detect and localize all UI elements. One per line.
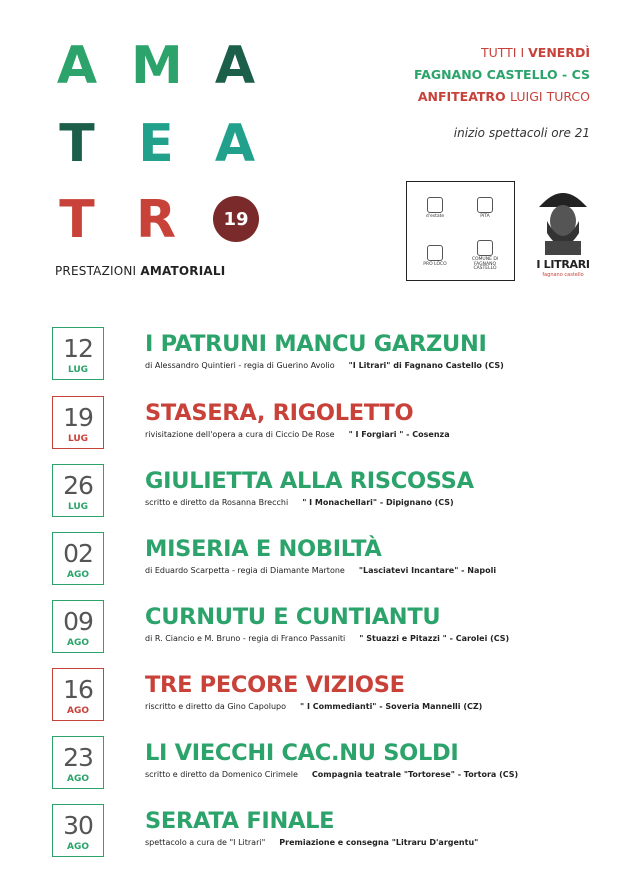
date-day: 12 — [63, 334, 93, 363]
event-row — [52, 804, 602, 860]
sponsor-proloco-logo — [415, 238, 455, 274]
litrari-label: I LITRARI — [536, 258, 590, 271]
event-company: " Stuazzi e Pitazzi " - Carolei (CS) — [359, 634, 510, 643]
event-description — [145, 702, 482, 711]
date-month: AGO — [66, 774, 89, 784]
sponsor-label: PITA — [480, 213, 490, 219]
sponsor-icon — [477, 197, 493, 213]
info-line-2: FAGNANO CASTELLO - CS — [414, 67, 590, 82]
date-month: LUG — [67, 434, 89, 444]
event-credits: di R. Ciancio e M. Bruno - regia di Franco Passaniti — [145, 634, 346, 643]
event-description — [145, 498, 454, 507]
date-month: LUG — [67, 365, 89, 375]
event-credits: rivisitazione dell'opera a cura di Ciccio De Rose — [145, 430, 335, 439]
event-company: " I Commedianti" - Soveria Mannelli (CZ) — [300, 702, 483, 711]
date-month: AGO — [66, 638, 89, 648]
date-box — [52, 804, 104, 857]
logo-letter-a1: A — [56, 36, 98, 96]
date-box — [52, 736, 104, 789]
event-description — [145, 430, 450, 439]
sponsor-label: d'estate — [425, 213, 445, 219]
date-day: 26 — [63, 471, 93, 500]
event-credits: scritto e diretto da Domenico Cirimele — [145, 770, 298, 779]
event-description — [145, 770, 518, 779]
subtitle-prefix: PRESTAZIONI — [55, 264, 141, 278]
sponsor-icon — [427, 245, 443, 261]
info-line1-bold: VENERDÌ — [528, 45, 590, 60]
event-row — [52, 668, 602, 724]
year-badge: 19 — [213, 196, 259, 242]
event-credits: di Eduardo Scarpetta - regia di Diamante Martone — [145, 566, 345, 575]
event-title: GIULIETTA ALLA RISCOSSA — [145, 468, 474, 494]
event-title: LI VIECCHI CAC.NU SOLDI — [145, 740, 459, 766]
date-day: 16 — [63, 675, 93, 704]
event-info — [414, 42, 590, 108]
date-box — [52, 532, 104, 585]
date-month: AGO — [66, 842, 89, 852]
event-row — [52, 327, 602, 383]
event-row — [52, 600, 602, 656]
date-day: 19 — [63, 403, 93, 432]
date-day: 23 — [63, 743, 93, 772]
event-description — [145, 361, 504, 370]
event-description — [145, 634, 509, 643]
event-description — [145, 566, 496, 575]
event-row — [52, 532, 602, 588]
logo-letter-t2: T — [59, 190, 95, 250]
event-company: Compagnia teatrale "Tortorese" - Tortora (CS) — [311, 770, 519, 779]
event-title: MISERIA E NOBILTÀ — [145, 536, 382, 562]
sponsor-label: PRO LOCO — [423, 261, 447, 267]
logo-letter-t1: T — [59, 114, 95, 174]
litrari-subtitle: fagnano castello — [542, 272, 584, 278]
sponsor-comune-logo — [465, 238, 505, 274]
event-credits: di Alessandro Quintieri - regia di Guerino Avolio — [145, 361, 335, 370]
date-day: 09 — [63, 607, 93, 636]
event-title: STASERA, RIGOLETTO — [145, 400, 414, 426]
logo-letter-m: M — [131, 36, 183, 96]
info-line-1 — [414, 42, 590, 64]
event-company: "I Litrari" di Fagnano Castello (CS) — [348, 361, 504, 370]
event-credits: spettacolo a cura de "I Litrari" — [145, 838, 266, 847]
event-title: I PATRUNI MANCU GARZUNI — [145, 331, 487, 357]
date-day: 30 — [63, 811, 93, 840]
event-description — [145, 838, 478, 847]
info-line3-rest: LUIGI TURCO — [510, 89, 590, 104]
date-month: AGO — [66, 570, 89, 580]
event-credits: scritto e diretto da Rosanna Brecchi — [145, 498, 289, 507]
sponsor-label: COMUNE DI FAGNANO CASTELLO — [471, 256, 499, 272]
sponsor-destate-logo — [415, 190, 455, 226]
event-row — [52, 396, 602, 452]
logo-letter-r: R — [135, 190, 177, 250]
event-company: " I Forgiari " - Cosenza — [348, 430, 450, 439]
sponsor-pita-logo — [465, 190, 505, 226]
info-line3-bold: ANFITEATRO — [417, 89, 511, 104]
event-row — [52, 464, 602, 520]
sponsor-icon — [427, 197, 443, 213]
date-month: AGO — [66, 706, 89, 716]
sponsor-icon — [477, 240, 493, 256]
info-line1-prefix: TUTTI I — [480, 45, 529, 60]
logo-letter-a2: A — [214, 36, 256, 96]
logo-subtitle — [55, 264, 225, 278]
start-time: inizio spettacoli ore 21 — [453, 126, 590, 140]
event-title: CURNUTU E CUNTIANTU — [145, 604, 441, 630]
date-box — [52, 600, 104, 653]
event-row — [52, 736, 602, 792]
date-box — [52, 668, 104, 721]
logo-letter-a3: A — [214, 114, 256, 174]
subtitle-bold: AMATORIALI — [140, 264, 226, 278]
event-title: SERATA FINALE — [145, 808, 335, 834]
event-title: TRE PECORE VIZIOSE — [145, 672, 405, 698]
logo-letter-e: E — [138, 114, 174, 174]
date-month: LUG — [67, 502, 89, 512]
event-company: " I Monachellari" - Dipignano (CS) — [302, 498, 454, 507]
date-box — [52, 464, 104, 517]
event-company: "Lasciatevi Incantare" - Napoli — [358, 566, 497, 575]
date-box — [52, 327, 104, 380]
info-line-3 — [414, 86, 590, 108]
event-company: Premiazione e consegna "Litraru D'argentu" — [279, 838, 479, 847]
date-box — [52, 396, 104, 449]
sponsor-box — [406, 181, 515, 281]
event-credits: riscritto e diretto da Gino Capolupo — [145, 702, 286, 711]
date-day: 02 — [63, 539, 93, 568]
